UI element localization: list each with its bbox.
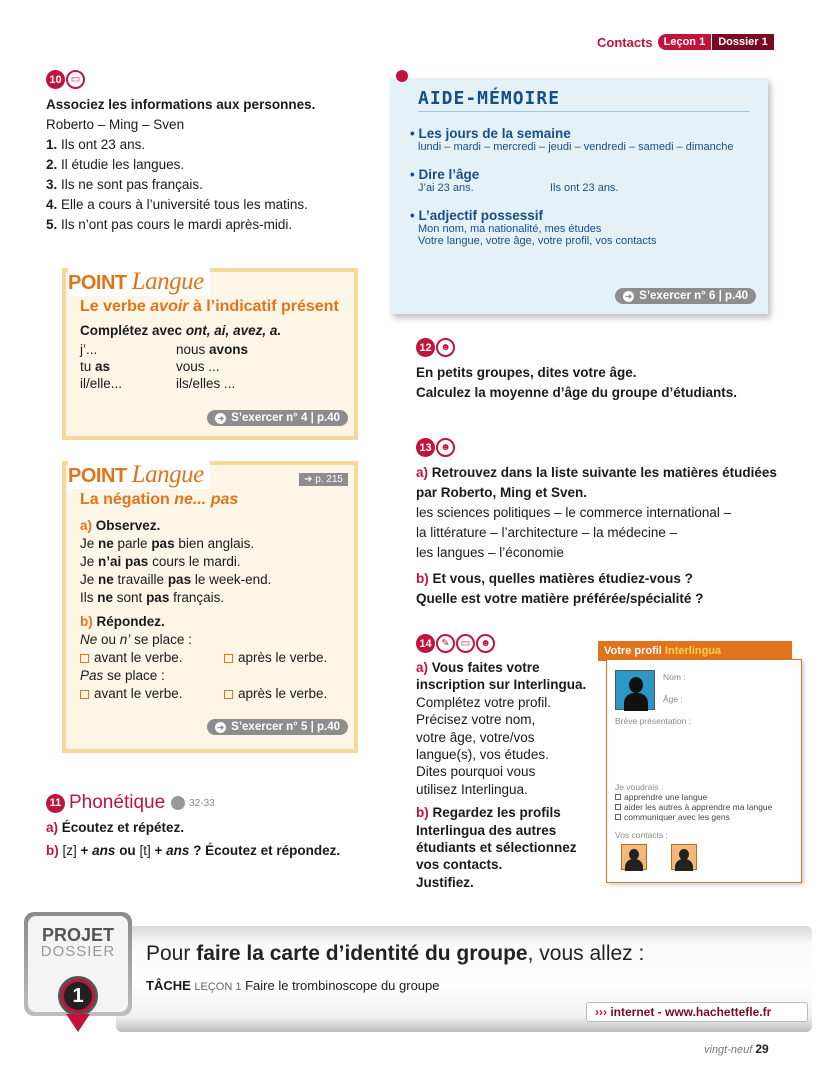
names: Roberto – Ming – Sven bbox=[46, 117, 185, 132]
aide-line: lundi – mardi – mercredi – jeudi – vendredi – samedi – dimanche bbox=[418, 141, 734, 153]
text-line: étudiants et sélectionnez bbox=[416, 840, 577, 856]
aide-line: Votre langue, votre âge, votre profil, vos contacts bbox=[418, 235, 657, 247]
exercise-11 bbox=[46, 792, 376, 861]
contact-avatar[interactable] bbox=[671, 844, 697, 870]
item: 2. Il étudie les langues. bbox=[46, 157, 185, 172]
part-a-cont: par Roberto, Ming et Sven. bbox=[416, 485, 588, 500]
text-line: Interlingua des autres bbox=[416, 822, 557, 838]
example: Je n’ai pas cours le mardi. bbox=[80, 554, 241, 569]
exercise-number: 10 bbox=[46, 70, 65, 89]
nom-field[interactable]: Nom : bbox=[663, 672, 686, 682]
book-icon: ▭ bbox=[456, 634, 475, 653]
part-a: a) Écoutez et répétez. bbox=[46, 820, 185, 835]
conjugation-table: j’... nous avons tu as vous ... il/elle... ils/elles ... bbox=[80, 342, 249, 391]
pas-label: Pas se place : bbox=[80, 668, 165, 683]
speak-icon: ☻ bbox=[436, 338, 455, 357]
exercise-number: 11 bbox=[46, 794, 65, 813]
text-line: langue(s), vos études. bbox=[416, 747, 549, 763]
pen-icon: ✎ bbox=[436, 634, 455, 653]
point-langue-negation bbox=[62, 461, 358, 753]
checkbox-avant[interactable]: avant le verbe. bbox=[80, 649, 224, 667]
exercise-number: 14 bbox=[416, 634, 435, 653]
item: 1. Ils ont 23 ans. bbox=[46, 137, 146, 152]
exercise-14 bbox=[416, 634, 601, 891]
point-subtitle: Le verbe avoir à l’indicatif présent bbox=[80, 298, 339, 315]
exercise-number: 13 bbox=[416, 438, 435, 457]
aide-section-head: • Dire l’âge bbox=[410, 167, 480, 182]
profile-title: Votre profil Interlingua bbox=[604, 645, 722, 657]
item: 5. Ils n’ont pas cours le mardi après-midi. bbox=[46, 217, 293, 232]
checkbox-apres[interactable]: après le verbe. bbox=[224, 685, 354, 703]
instruction: Associez les informations aux personnes. bbox=[46, 97, 316, 112]
cd-track: 32-33 bbox=[189, 797, 215, 809]
age-field[interactable]: Âge : bbox=[663, 694, 683, 704]
exercise-link[interactable]: ➜ S’exercer n° 5 | p.40 bbox=[207, 719, 348, 735]
arrow-right-icon: ➜ bbox=[215, 413, 226, 424]
aide-line: Mon nom, ma nationalité, mes études bbox=[418, 223, 602, 235]
example: Je ne travaille pas le week-end. bbox=[80, 572, 272, 587]
page-reference[interactable]: ➜ p. 215 bbox=[299, 473, 348, 486]
projet-headline: Pour faire la carte d’identité du groupe, vous allez : bbox=[146, 942, 645, 965]
list-line: les langues – l’économie bbox=[416, 545, 564, 560]
list-line: la littérature – l’architecture – la médecine – bbox=[416, 525, 678, 540]
book-icon: ▭ bbox=[66, 70, 85, 89]
part-a: a) Vous faites votre bbox=[416, 660, 540, 675]
dossier-label: DOSSIER bbox=[40, 943, 116, 960]
text-line: votre âge, votre/vos bbox=[416, 729, 535, 745]
text-line: Précisez votre nom, bbox=[416, 712, 536, 728]
item: 4. Elle a cours à l’université tous les matins. bbox=[46, 197, 308, 212]
part-b: b) [z] + ans ou [t] + ans ? Écoutez et répondez. bbox=[46, 843, 341, 858]
example: Ils ne sont pas français. bbox=[80, 590, 225, 605]
lecon-badge: Leçon 1 bbox=[658, 34, 712, 50]
aide-section-head: • Les jours de la semaine bbox=[410, 126, 571, 141]
option-checkbox[interactable]: aider les autres à apprendre ma langue bbox=[615, 802, 772, 812]
text-line: Complétez votre profil. bbox=[416, 694, 552, 710]
instruction: Complétez avec ont, ai, avez, a. bbox=[80, 323, 282, 338]
speak-icon: ☻ bbox=[476, 634, 495, 653]
option-checkbox[interactable]: apprendre une langue bbox=[615, 792, 772, 802]
exercise-link[interactable]: ➜ S’exercer n° 6 | p.40 bbox=[615, 288, 756, 304]
marker-tip bbox=[66, 1014, 90, 1032]
list-line: les sciences politiques – le commerce international – bbox=[416, 505, 732, 520]
part-b-cont: Quelle est votre matière préférée/spécialité ? bbox=[416, 591, 704, 606]
arrow-right-icon: ➜ bbox=[215, 722, 226, 733]
profile-card bbox=[598, 641, 804, 885]
arrow-right-icon: ➜ bbox=[623, 291, 634, 302]
point-langue-avoir bbox=[62, 268, 358, 440]
avatar[interactable] bbox=[615, 670, 655, 710]
point-subtitle: La négation ne... pas bbox=[80, 491, 239, 508]
presentation-field[interactable]: Brève présentation : bbox=[615, 716, 692, 726]
exercise-link[interactable]: ➜ S’exercer n° 4 | p.40 bbox=[207, 410, 348, 426]
text-line: utilisez Interlingua. bbox=[416, 781, 528, 797]
page-footer bbox=[704, 1042, 769, 1056]
projet-label: PROJET bbox=[41, 925, 115, 945]
point-title: POINT Langue bbox=[68, 461, 210, 489]
part-a-label: a) Observez. bbox=[80, 518, 161, 533]
instruction: En petits groupes, dites votre âge. bbox=[416, 365, 637, 380]
voudrais-label: Je voudrais : bbox=[615, 782, 664, 792]
exercise-12 bbox=[416, 338, 806, 403]
example: Je ne parle pas bien anglais. bbox=[80, 536, 255, 551]
exercise-13 bbox=[416, 438, 816, 609]
tache-line: TÂCHE LEÇON 1 Faire le trombinoscope du groupe bbox=[146, 978, 440, 993]
exercise-10 bbox=[46, 70, 376, 235]
contacts-label: Vos contacts : bbox=[615, 830, 668, 840]
aide-memoire bbox=[390, 78, 768, 314]
page-header bbox=[597, 34, 774, 50]
section-title: Phonétique bbox=[69, 792, 166, 813]
pin-icon bbox=[396, 70, 408, 82]
ne-label: Ne ou n’ se place : bbox=[80, 632, 192, 647]
aide-title: AIDE-MÉMOIRE bbox=[418, 88, 750, 112]
option-checkbox[interactable]: communiquer avec les gens bbox=[615, 812, 772, 822]
checkbox-apres[interactable]: après le verbe. bbox=[224, 649, 354, 667]
part-b: b) Regardez les profils bbox=[416, 805, 561, 821]
dossier-badge: Dossier 1 bbox=[712, 34, 774, 50]
projet-banner bbox=[116, 926, 812, 1032]
contact-avatar[interactable] bbox=[621, 844, 647, 870]
section-label: Contacts bbox=[597, 34, 653, 50]
part-a: a) Retrouvez dans la liste suivante les matières étudiées bbox=[416, 465, 777, 480]
page-word: vingt-neuf bbox=[704, 1044, 753, 1056]
projet-number-marker: 1 bbox=[58, 976, 98, 1016]
page-number: 29 bbox=[755, 1042, 769, 1056]
part-b: b) Et vous, quelles matières étudiez-vous ? bbox=[416, 571, 693, 586]
exercise-number: 12 bbox=[416, 338, 435, 357]
text-line: Dites pourquoi vous bbox=[416, 764, 536, 780]
cd-icon bbox=[171, 796, 185, 810]
internet-link[interactable]: ››› internet - www.hachettefle.fr bbox=[586, 1002, 808, 1022]
checkbox-avant[interactable]: avant le verbe. bbox=[80, 685, 224, 703]
instruction: Calculez la moyenne d’âge du groupe d’étudiants. bbox=[416, 385, 738, 400]
aide-line: J’ai 23 ans. Ils ont 23 ans. bbox=[418, 182, 619, 194]
text-line: vos contacts. bbox=[416, 857, 503, 873]
point-title: POINT Langue bbox=[68, 268, 210, 296]
part-b-label: b) Répondez. bbox=[80, 614, 165, 629]
text-line: Justifiez. bbox=[416, 874, 474, 890]
speak-icon: ☻ bbox=[436, 438, 455, 457]
aide-section-head: • L’adjectif possessif bbox=[410, 208, 544, 223]
item: 3. Ils ne sont pas français. bbox=[46, 177, 203, 192]
text-line: inscription sur Interlingua. bbox=[416, 677, 587, 693]
